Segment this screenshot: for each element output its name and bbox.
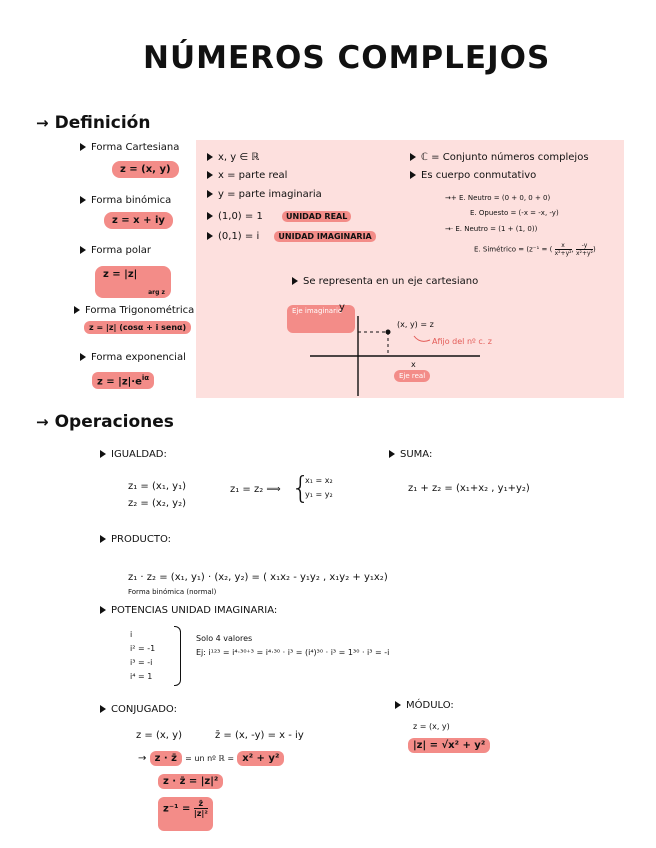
forma-exponencial-label: Forma exponencial xyxy=(80,352,186,363)
igualdad-condicion: z₁ = z₂ ⟹ xyxy=(230,484,281,495)
bullet-icon xyxy=(395,701,401,709)
conjugado-producto: → z · z̄ = un nº ℝ = x² + y² xyxy=(138,751,284,766)
igualdad-z1: z₁ = (x₁, y₁) xyxy=(128,481,187,492)
bullet-icon xyxy=(80,143,86,151)
arrow-icon: → xyxy=(36,413,49,431)
forma-trigonometrica-formula: z = |z| (cosα + i senα) xyxy=(84,321,191,334)
page-title: NÚMEROS COMPLEJOS xyxy=(143,40,551,76)
potencias-example: Ej: i¹²³ = i⁴·³⁰⁺³ = i⁴·³⁰ · i³ = (i⁴)³⁰ · i³ = 1³⁰ · i³ = -i xyxy=(196,648,390,657)
afijo-label: Afijo del nº c. z xyxy=(432,337,493,346)
arrow-icon: →· xyxy=(445,225,456,233)
bullet-icon xyxy=(74,306,80,314)
arrow-icon: → xyxy=(36,114,49,132)
arrow-icon: → xyxy=(138,753,150,764)
forma-binomica-formula: z = x + iy xyxy=(104,212,173,229)
igualdad-c1: x₁ = x₂ xyxy=(305,476,333,485)
bullet-icon xyxy=(207,232,213,240)
conjugado-z: z = (x, y) xyxy=(136,730,182,741)
def-neutro-producto: →· E. Neutro = (1 + (1, 0)) xyxy=(445,225,538,233)
bullet-icon xyxy=(207,171,213,179)
suma-label: SUMA: xyxy=(389,449,432,460)
conjugado-inverso: z⁻¹ = $\frac{z̄}{\text{|z|²}}$ xyxy=(158,797,213,831)
forma-trigonometrica-label: Forma Trigonométrica xyxy=(74,305,194,316)
x2y2-pill: x² + y² xyxy=(237,751,284,766)
section-operaciones xyxy=(36,412,174,432)
forma-binomica-label: Forma binómica xyxy=(80,195,171,206)
igualdad-label: IGUALDAD: xyxy=(100,449,167,460)
forma-polar-formula: z = |z| arg z xyxy=(95,266,171,298)
def-line-parte-imaginaria: y = parte imaginaria xyxy=(207,189,322,200)
arrow-icon: →+ xyxy=(445,194,459,202)
bullet-icon xyxy=(100,450,106,458)
forma-cartesiana-formula: z = (x, y) xyxy=(112,161,179,178)
bullet-icon xyxy=(80,196,86,204)
def-line-unidad-real: (1,0) = 1 UNIDAD REAL xyxy=(207,211,351,222)
section-operaciones-title: Operaciones xyxy=(54,412,174,432)
bullet-icon xyxy=(207,153,213,161)
def-representa: Se representa en un eje cartesiano xyxy=(292,276,478,287)
suma-formula: z₁ + z₂ = (x₁+x₂ , y₁+y₂) xyxy=(408,483,530,494)
section-definicion xyxy=(36,113,150,133)
modulo-label: MÓDULO: xyxy=(395,700,454,711)
def-simetrico: E. Simétrico = (z⁻¹ = ( $\frac{x}{\text{x²+y²}}$ , $\frac{-y}{\text{x²+y²}}$ ) xyxy=(474,242,596,257)
bullet-icon xyxy=(80,353,86,361)
afijo-point xyxy=(386,330,391,335)
potencia-i1: i xyxy=(130,630,133,639)
conjugado-modulo: z · z̄ = |z|² xyxy=(158,774,223,789)
forma-exponencial-formula: $z = |z|\cdot e^{i\alpha}$ xyxy=(92,372,154,389)
bullet-icon xyxy=(207,190,213,198)
brace-igualdad: { xyxy=(291,471,311,506)
eje-real-tag: Eje real xyxy=(394,370,430,382)
brace-potencias xyxy=(174,626,181,686)
unidad-imaginaria-tag: UNIDAD IMAGINARIA xyxy=(274,231,375,242)
def-neutro-suma: →+ E. Neutro = (0 + 0, 0 + 0) xyxy=(445,194,551,202)
potencia-i3: i³ = -i xyxy=(130,658,153,667)
def-line-unidad-imaginaria: (0,1) = i UNIDAD IMAGINARIA xyxy=(207,231,376,242)
modulo-z: z = (x, y) xyxy=(413,722,450,731)
def-line-parte-real: x = parte real xyxy=(207,170,287,181)
bullet-icon xyxy=(292,277,298,285)
point-label: (x, y) = z xyxy=(397,320,434,329)
bullet-icon xyxy=(100,606,106,614)
potencias-note1: Solo 4 valores xyxy=(196,634,253,643)
unidad-real-tag: UNIDAD REAL xyxy=(282,211,351,222)
modulo-formula: |z| = √x² + y² xyxy=(408,738,490,753)
bullet-icon xyxy=(410,153,416,161)
conjugado-zbar: z̄ = (x, -y) = x - iy xyxy=(215,730,304,741)
igualdad-c2: y₁ = y₂ xyxy=(305,490,333,499)
afijo-arrow xyxy=(414,336,430,341)
def-line-xy: x, y ∈ ℝ xyxy=(207,152,259,163)
bullet-icon xyxy=(100,705,106,713)
bullet-icon xyxy=(410,171,416,179)
def-opuesto: E. Opuesto = (-x = -x, -y) xyxy=(470,209,559,217)
bullet-icon xyxy=(389,450,395,458)
zzbar-pill: z · z̄ xyxy=(150,751,182,766)
potencias-list xyxy=(130,628,155,684)
bullet-icon xyxy=(100,535,106,543)
def-conjunto: ℂ = Conjunto números complejos xyxy=(410,152,589,163)
producto-note: Forma binómica (normal) xyxy=(128,588,217,596)
bullet-icon xyxy=(80,246,86,254)
y-axis-label: y xyxy=(339,302,345,313)
section-definicion-title: Definición xyxy=(54,113,151,133)
igualdad-z2: z₂ = (x₂, y₂) xyxy=(128,498,187,509)
producto-label: PRODUCTO: xyxy=(100,534,171,545)
def-cuerpo-conmutativo: Es cuerpo conmutativo xyxy=(410,170,536,181)
producto-formula: z₁ · z₂ = (x₁, y₁) · (x₂, y₂) = ( x₁x₂ - y₁y₂ , x₁y₂ + y₁x₂) xyxy=(128,572,388,583)
x-axis-label: x xyxy=(411,360,416,369)
bullet-icon xyxy=(207,212,213,220)
potencia-i4: i⁴ = 1 xyxy=(130,672,153,681)
potencias-label: POTENCIAS UNIDAD IMAGINARIA: xyxy=(100,605,277,616)
potencia-i2: i² = -1 xyxy=(130,644,156,653)
conjugado-label: CONJUGADO: xyxy=(100,704,177,715)
forma-cartesiana-label: Forma Cartesiana xyxy=(80,142,179,153)
forma-polar-label: Forma polar xyxy=(80,245,151,256)
eje-imaginario-tag: Eje imaginario xyxy=(287,305,355,333)
